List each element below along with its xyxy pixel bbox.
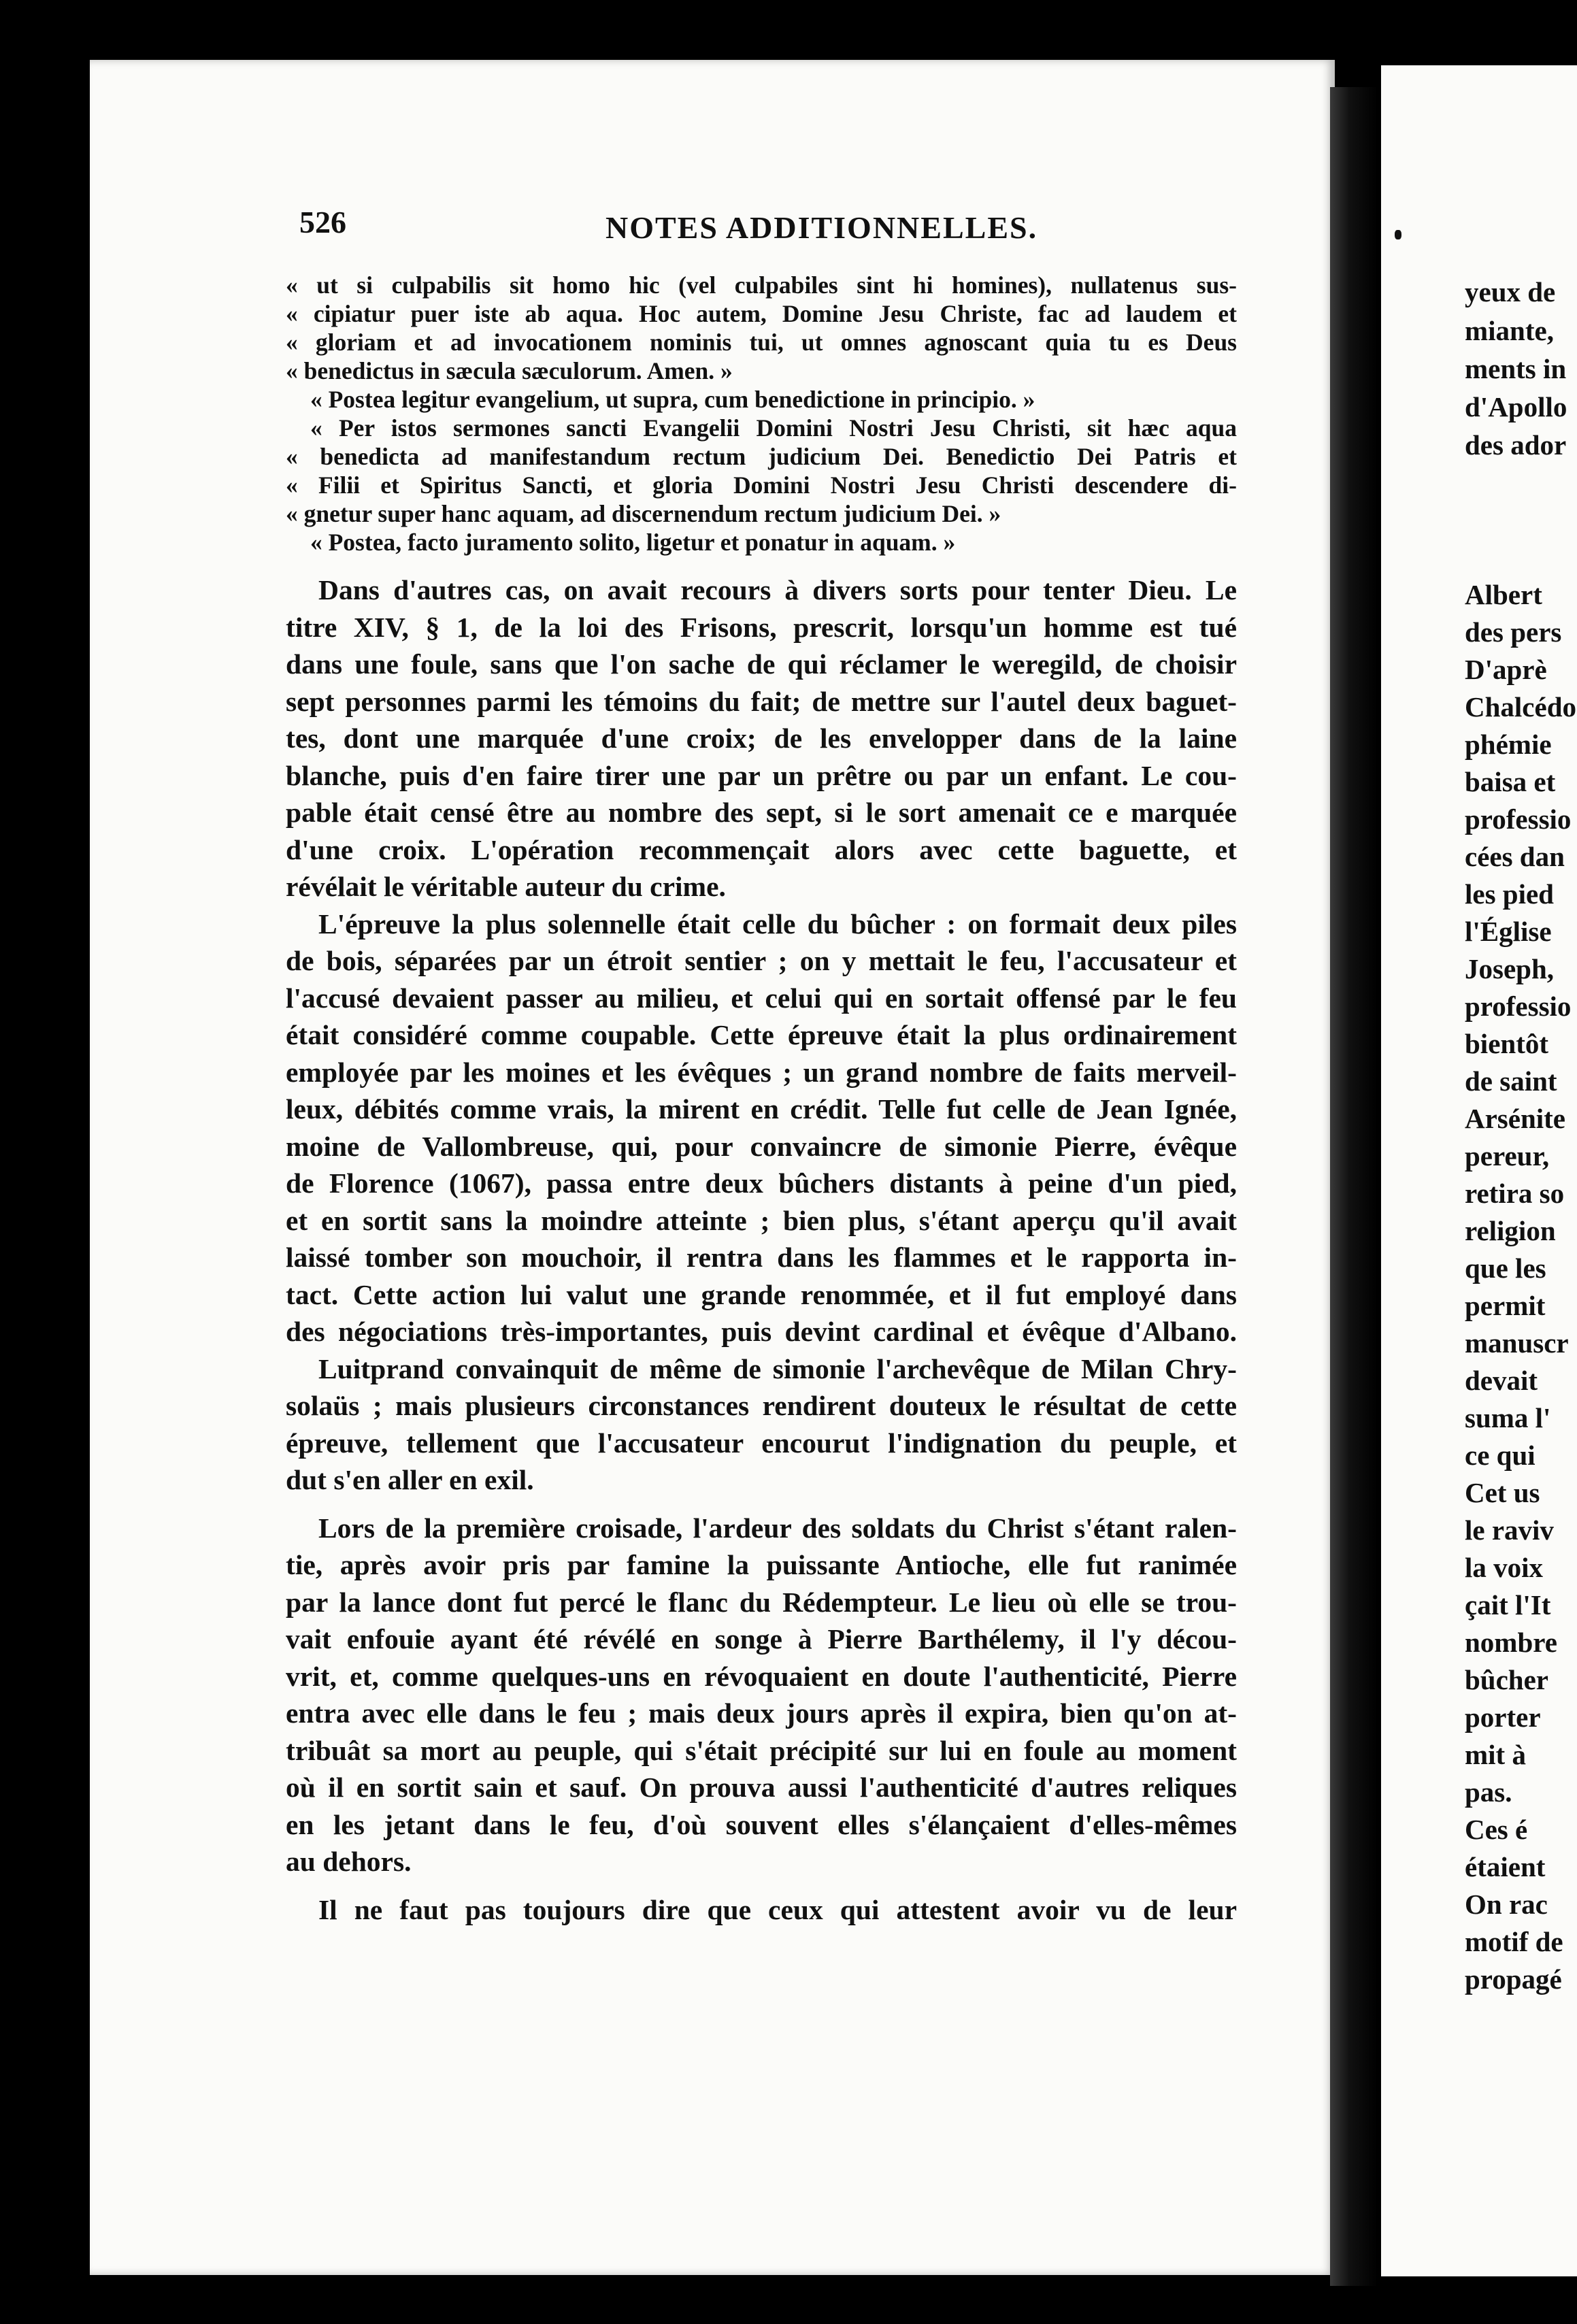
right-text-line: le raviv (1465, 1514, 1554, 1546)
right-text-line: çait l'It (1465, 1589, 1551, 1621)
text-line: vrit, et, comme quelques-uns en révoquaient en doute l'authenticité, Pierre (286, 1660, 1237, 1692)
right-text-line: pas. (1465, 1776, 1512, 1808)
right-text-line: ments in (1465, 353, 1567, 384)
right-text-line: les pied (1465, 878, 1554, 910)
text-line: et en sortit sans la moindre atteinte ; bien plus, s'étant aperçu qu'il avait (286, 1204, 1237, 1236)
text-line: dut s'en aller en exil. (286, 1464, 534, 1495)
text-line: « Per istos sermones sancti Evangelii Domini Nostri Jesu Christi, sit hæc aqua (310, 414, 1237, 442)
right-text-line: Chalcédo (1465, 691, 1576, 723)
right-text-line: retira so (1465, 1178, 1565, 1209)
text-line: tribuât sa mort au peuple, qui s'était précipité sur lui en foule au moment (286, 1734, 1237, 1766)
right-text-line: Joseph, (1465, 953, 1555, 984)
right-text-line: bientôt (1465, 1028, 1548, 1059)
text-line: tes, dont une marquée d'une croix; de les envelopper dans de la laine (286, 723, 1237, 754)
text-line: Il ne faut pas toujours dire que ceux qui attestent avoir vu de leur (318, 1893, 1237, 1925)
right-text-line: que les (1465, 1252, 1546, 1284)
right-text-line: phémie (1465, 729, 1552, 760)
right-text-line: miante, (1465, 315, 1554, 346)
right-text-line: professio (1465, 991, 1572, 1022)
right-text-line: permit (1465, 1290, 1546, 1321)
right-text-line: religion (1465, 1215, 1556, 1246)
text-line: tact. Cette action lui valut une grande renommée, et il fut employé dans (286, 1278, 1237, 1310)
right-text-line: cées dan (1465, 841, 1565, 872)
right-text-line: motif de (1465, 1926, 1563, 1957)
text-line: Dans d'autres cas, on avait recours à divers sorts pour tenter Dieu. Le (318, 574, 1237, 605)
page-number: 526 (299, 205, 346, 239)
text-line: au dehors. (286, 1846, 412, 1877)
text-line: l'accusé devaient passer au milieu, et celui qui en sortait offensé par le feu (286, 982, 1237, 1014)
right-text-line: d'Apollo (1465, 391, 1567, 422)
text-line: « Postea legitur evangelium, ut supra, cum benedictione in principio. » (310, 386, 1035, 413)
text-line: de Florence (1067), passa entre deux bûchers distants à peine d'un pied, (286, 1167, 1237, 1199)
running-title: NOTES ADDITIONNELLES. (605, 210, 1038, 245)
text-line: « gloriam et ad invocationem nominis tui, ut omnes agnoscant quia tu es Deus (286, 329, 1237, 356)
book-gutter (1330, 87, 1378, 2286)
right-text-line: devait (1465, 1365, 1538, 1396)
right-text-line: nombre (1465, 1627, 1557, 1658)
text-line: où il en sortit sain et sauf. On prouva aussi l'authenticité d'autres reliques (286, 1772, 1237, 1803)
right-text-line: des pers (1465, 616, 1562, 648)
text-line: des négociations très-importantes, puis devint cardinal et évêque d'Albano. (286, 1316, 1237, 1347)
right-text-line: propagé (1465, 1963, 1562, 1995)
text-line: par la lance dont fut percé le flanc du Rédempteur. Le lieu où elle se trou- (286, 1586, 1237, 1618)
right-text-line: yeux de (1465, 276, 1556, 308)
text-line: tie, après avoir pris par famine la puissante Antioche, elle fut ranimée (286, 1549, 1237, 1580)
text-line: employée par les moines et les évêques ; un grand nombre de faits merveil- (286, 1056, 1237, 1088)
text-line: solaüs ; mais plusieurs circonstances rendirent douteux le résultat de cette (286, 1390, 1237, 1421)
text-line: « cipiatur puer iste ab aqua. Hoc autem, Domine Jesu Christe, fac ad laudem et (286, 300, 1237, 327)
text-line: sept personnes parmi les témoins du fait; de mettre sur l'autel deux baguet- (286, 685, 1237, 717)
text-line: blanche, puis d'en faire tirer une par un prêtre ou par un enfant. Le cou- (286, 759, 1237, 791)
right-text-line: Arsénite (1465, 1103, 1566, 1134)
text-line: « Postea, facto juramento solito, ligetur et ponatur in aquam. » (310, 529, 956, 556)
text-line: vait enfouie ayant été révélé en songe à Pierre Barthélemy, il l'y décou- (286, 1623, 1237, 1655)
right-text-line: Cet us (1465, 1477, 1540, 1508)
text-line: laissé tomber son mouchoir, il rentra dans les flammes et le rapporta in- (286, 1242, 1237, 1273)
right-text-line: baisa et (1465, 766, 1556, 797)
text-line: titre XIV, § 1, de la loi des Frisons, prescrit, lorsqu'un homme est tué (286, 611, 1237, 643)
text-line: leux, débités comme vrais, la mirent en crédit. Telle fut celle de Jean Ignée, (286, 1093, 1237, 1125)
text-line: Lors de la première croisade, l'ardeur des soldats du Christ s'étant ralen- (318, 1512, 1237, 1544)
right-text-line: Albert (1465, 579, 1542, 610)
paragraph-gap (286, 557, 1237, 571)
right-page-speck (1395, 230, 1401, 239)
right-text-line: D'aprè (1465, 654, 1547, 685)
paragraph-gap (286, 1880, 1237, 1891)
text-line: « Filii et Spiritus Sancti, et gloria Domini Nostri Jesu Christi descendere di- (286, 471, 1237, 499)
right-text-line: manuscr (1465, 1327, 1569, 1359)
paragraph-gap (286, 1499, 1237, 1510)
text-line: révélait le véritable auteur du crime. (286, 871, 726, 902)
text-line: était considéré comme coupable. Cette épreuve était la plus ordinairement (286, 1019, 1237, 1050)
right-text-line: On rac (1465, 1889, 1548, 1920)
right-text-line: porter (1465, 1702, 1541, 1733)
text-line: de bois, séparées par un étroit sentier ; on y mettait le feu, l'accusateur et (286, 945, 1237, 976)
right-text-line: de saint (1465, 1065, 1557, 1097)
text-line: dans une foule, sans que l'on sache de qui réclamer le weregild, de choisir (286, 648, 1237, 680)
right-text-line: ce qui (1465, 1440, 1536, 1471)
right-text-line: bûcher (1465, 1664, 1548, 1695)
page-header (299, 204, 1252, 259)
right-text-line: des ador (1465, 429, 1567, 461)
text-line: entra avec elle dans le feu ; mais deux jours après il expira, bien qu'on at- (286, 1697, 1237, 1729)
right-text-line: Ces é (1465, 1814, 1528, 1845)
text-line: d'une croix. L'opération recommençait alors avec cette baguette, et (286, 833, 1237, 865)
text-line: épreuve, tellement que l'accusateur encourut l'indignation du peuple, et (286, 1427, 1237, 1459)
right-text-line: suma l' (1465, 1402, 1551, 1433)
text-line: en les jetant dans le feu, d'où souvent elles s'élançaient d'elles-mêmes (286, 1808, 1237, 1840)
text-line: L'épreuve la plus solennelle était celle du bûcher : on formait deux piles (318, 908, 1237, 940)
right-text-line: professio (1465, 803, 1572, 835)
right-text-line: pereur, (1465, 1140, 1550, 1172)
right-text-line: l'Église (1465, 916, 1552, 947)
text-line: « benedictus in sæcula sæculorum. Amen. » (286, 357, 733, 384)
left-page-text (286, 271, 1237, 1928)
text-line: pable était censé être au nombre des sept, si le sort amenait ce e marquée (286, 797, 1237, 828)
text-line: moine de Vallombreuse, qui, pour convaincre de simonie Pierre, évêque (286, 1130, 1237, 1162)
text-line: « gnetur super hanc aquam, ad discernendum rectum judicium Dei. » (286, 500, 1001, 527)
right-text-line: la voix (1465, 1552, 1544, 1583)
right-text-line: étaient (1465, 1851, 1546, 1882)
text-line: « ut si culpabilis sit homo hic (vel culpabiles sint hi homines), nullatenus sus- (286, 271, 1237, 299)
text-line: « benedicta ad manifestandum rectum judicium Dei. Benedictio Dei Patris et (286, 443, 1237, 470)
right-text-line: mit à (1465, 1739, 1526, 1770)
text-line: Luitprand convainquit de même de simonie l'archevêque de Milan Chry- (318, 1352, 1237, 1384)
